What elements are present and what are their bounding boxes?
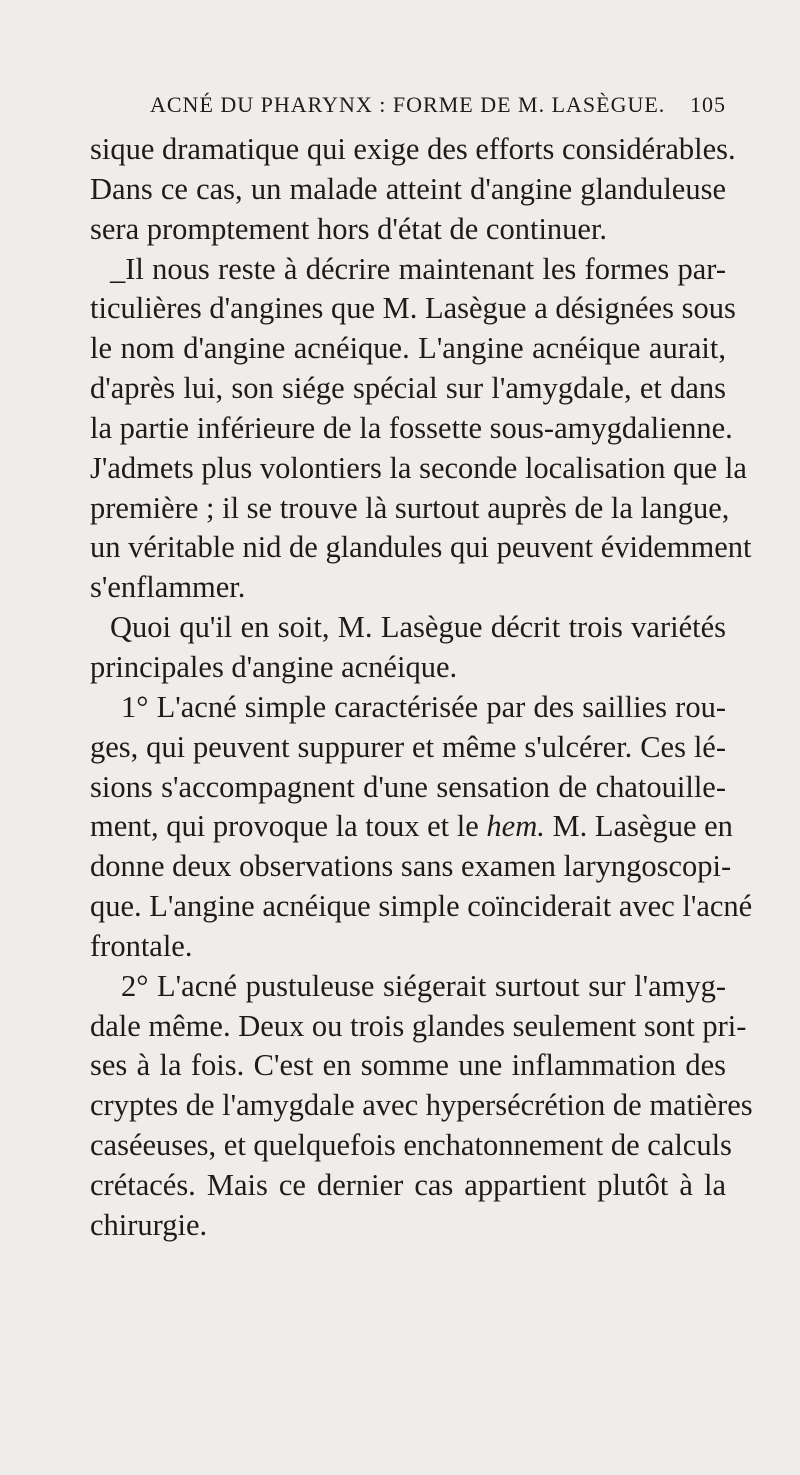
text-line: ges, qui peuvent suppurer et même s'ulcérer. Ces lé- bbox=[90, 729, 726, 764]
text-line: sions s'accompagnent d'une sensation de chatouille- bbox=[90, 769, 726, 804]
text-line bbox=[90, 807, 733, 847]
text-line: ticulières d'angines que M. Lasègue a désignées sous bbox=[90, 291, 736, 326]
text-line-end: M. Lasègue en bbox=[544, 809, 733, 844]
running-head bbox=[150, 92, 726, 122]
text-line: _Il nous reste à décrire maintenant les formes par- bbox=[110, 251, 726, 286]
running-title: ACNÉ DU PHARYNX : FORME DE M. LASÈGUE. bbox=[150, 92, 666, 117]
text-line: dale même. Deux ou trois glandes seulement sont pri- bbox=[90, 1008, 747, 1043]
text-line: caséeuses, et quelquefois enchatonnement de calculs bbox=[90, 1128, 732, 1163]
body-text bbox=[90, 130, 753, 1246]
page-number: 105 bbox=[690, 92, 726, 117]
text-line: principales d'angine acnéique. bbox=[90, 649, 458, 684]
text-line: Dans ce cas, un malade atteint d'angine glanduleuse bbox=[90, 171, 726, 206]
text-line: sera promptement hors d'état de continuer. bbox=[90, 211, 608, 246]
text-line: donne deux observations sans examen laryngoscopi- bbox=[90, 849, 732, 884]
text-line: J'admets plus volontiers la seconde localisation que la bbox=[90, 450, 747, 485]
text-line: le nom d'angine acnéique. L'angine acnéique aurait, bbox=[90, 331, 726, 366]
text-line: un véritable nid de glandules qui peuvent évidemment bbox=[90, 530, 752, 565]
text-line: Quoi qu'il en soit, M. Lasègue décrit trois variétés bbox=[110, 610, 726, 645]
text-line: frontale. bbox=[90, 928, 193, 963]
text-line: s'enflammer. bbox=[90, 570, 246, 605]
text-line: 2° L'acné pustuleuse siégerait surtout sur l'amyg- bbox=[121, 968, 726, 1003]
text-line: crétacés. Mais ce dernier cas appartient plutôt à la bbox=[90, 1167, 726, 1202]
text-line: la partie inférieure de la fossette sous-amygdalienne. bbox=[90, 410, 733, 445]
text-line: sique dramatique qui exige des efforts considérables. bbox=[90, 132, 736, 166]
text-line-start: ment, qui provoque la toux et le bbox=[90, 809, 479, 844]
text-line: que. L'angine acnéique simple coïnciderait avec l'acné bbox=[90, 889, 753, 924]
text-line: chirurgie. bbox=[90, 1207, 208, 1242]
text-line: 1° L'acné simple caractérisée par des saillies rou- bbox=[121, 689, 726, 724]
text-line: cryptes de l'amygdale avec hypersécrétion de matières bbox=[90, 1088, 753, 1123]
text-line: première ; il se trouve là surtout auprès de la langue, bbox=[90, 490, 730, 525]
italic-word: hem. bbox=[486, 809, 545, 844]
text-line: d'après lui, son siége spécial sur l'amygdale, et dans bbox=[90, 371, 726, 406]
text-line: ses à la fois. C'est en somme une inflammation des bbox=[90, 1048, 726, 1083]
